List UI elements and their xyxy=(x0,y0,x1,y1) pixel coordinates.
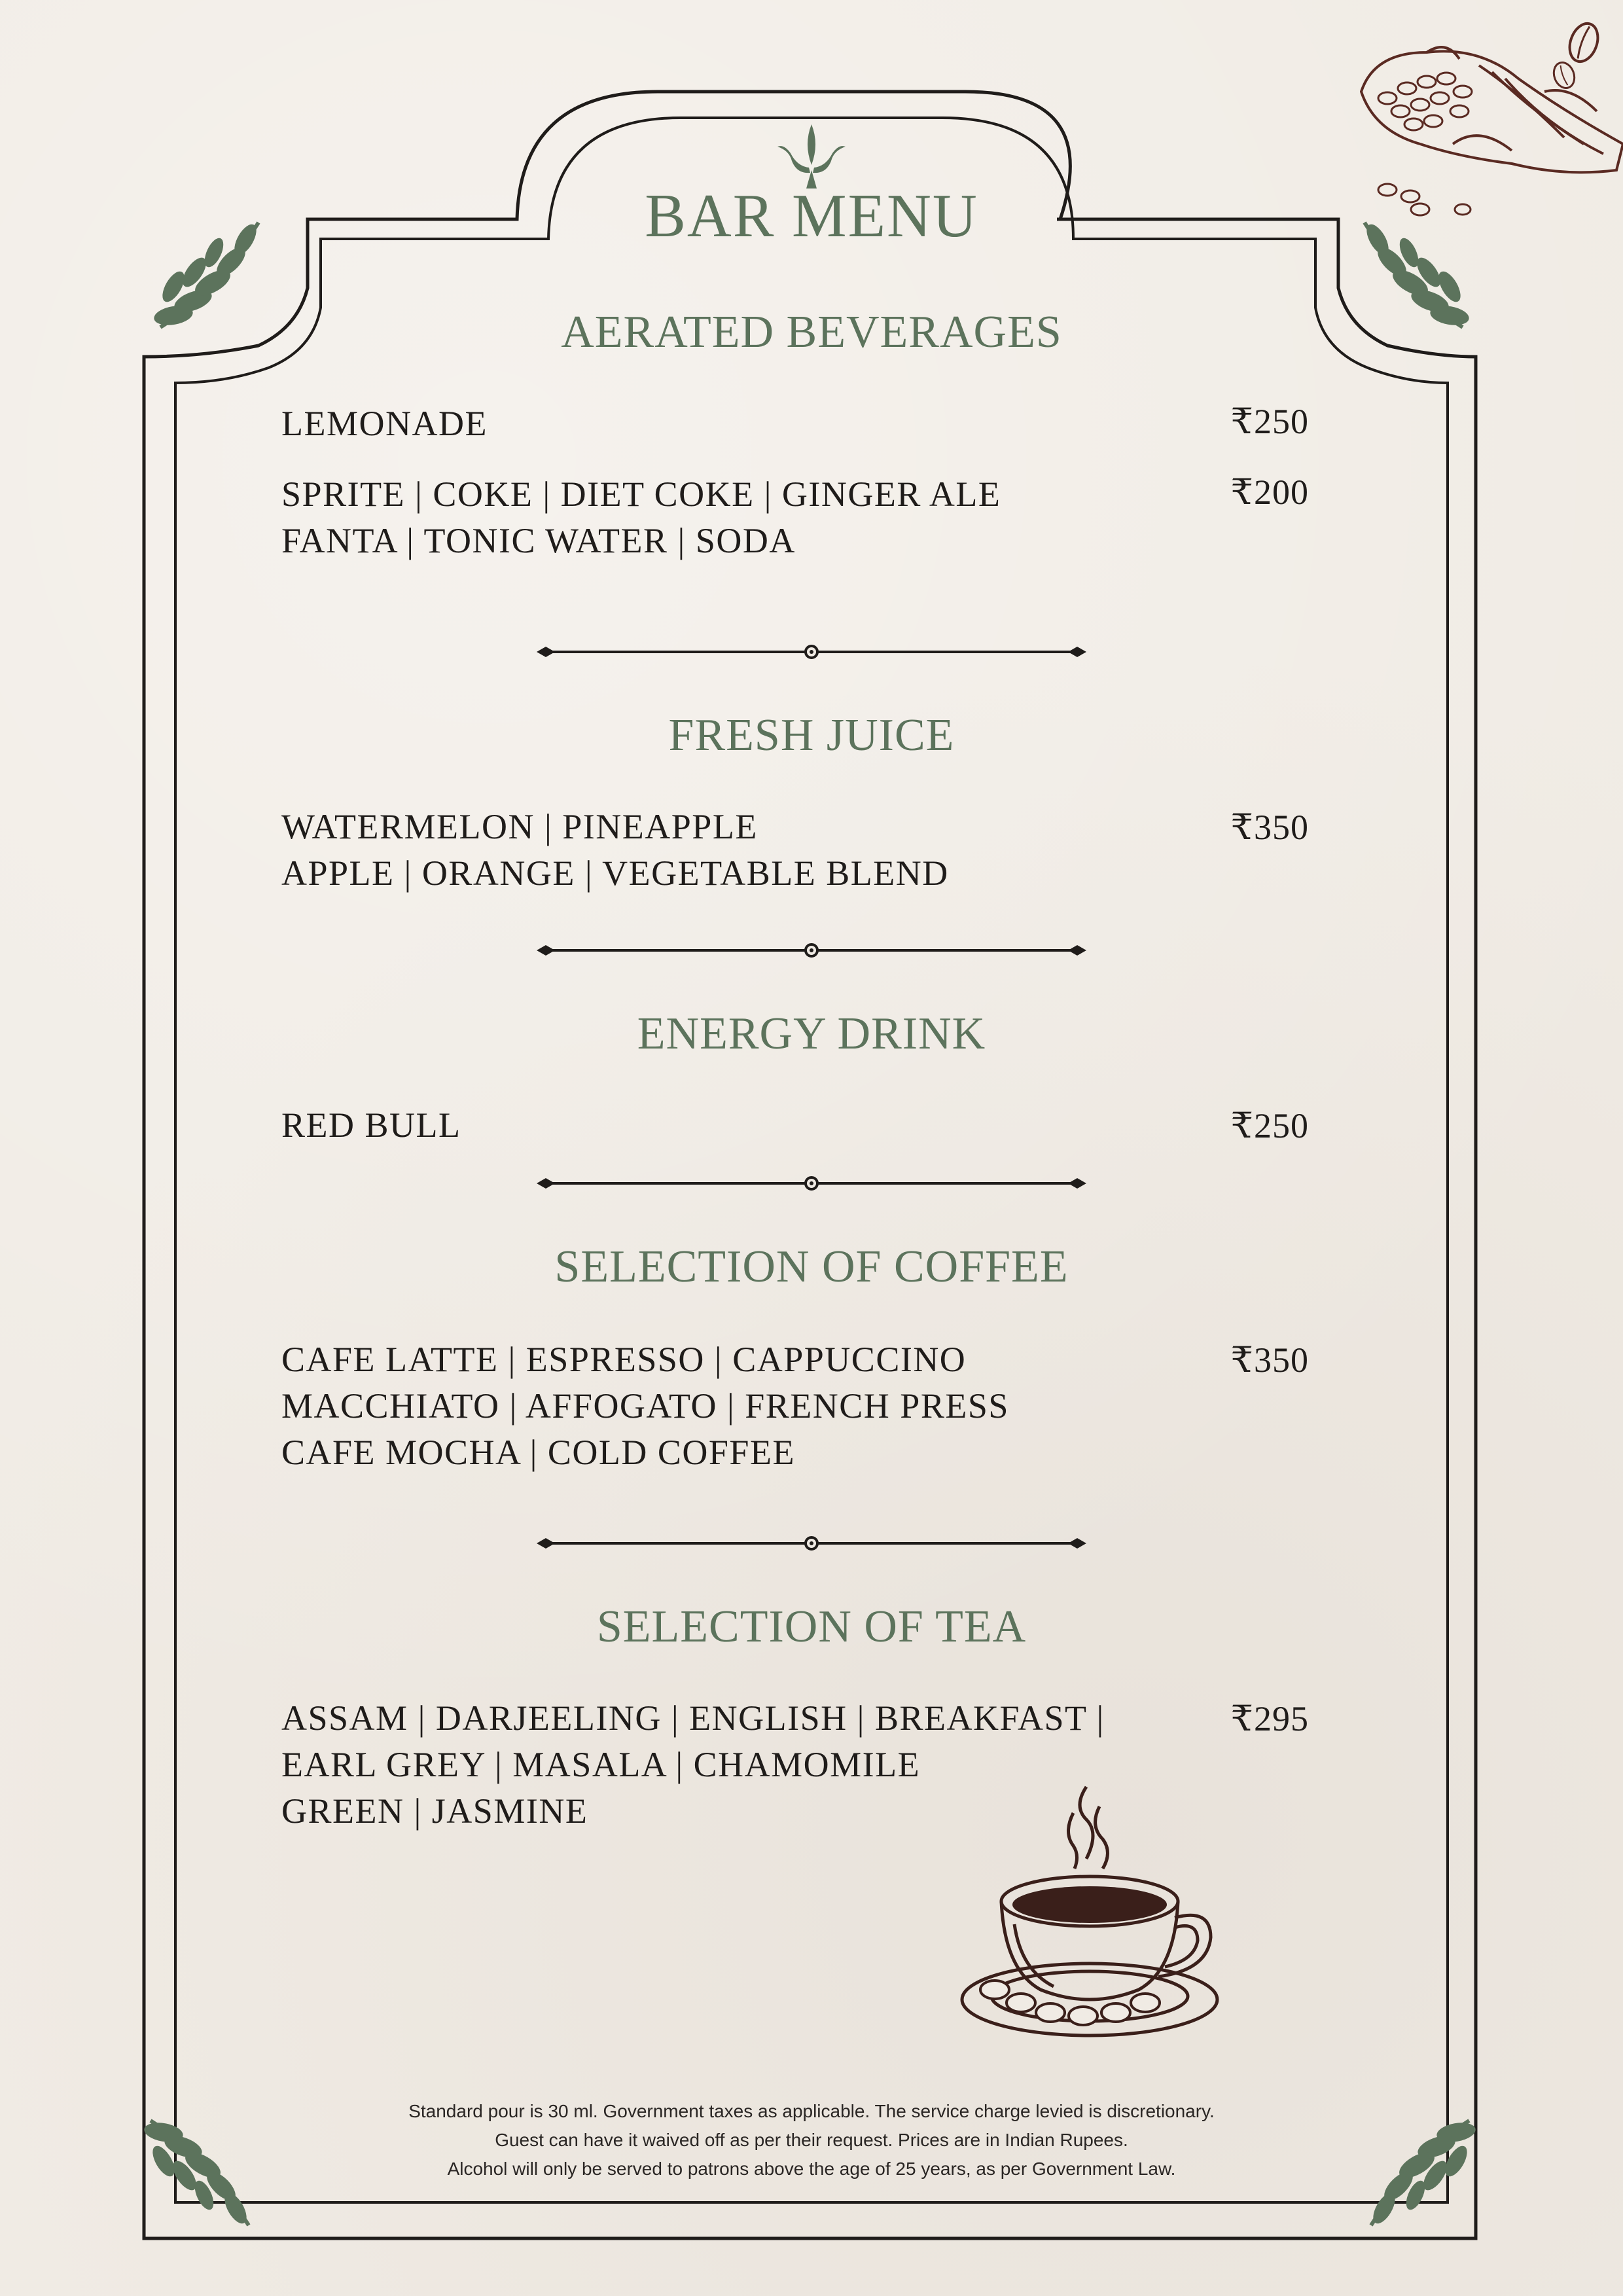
fleur-de-lis-icon xyxy=(777,124,846,190)
menu-item-name: RED BULL xyxy=(281,1105,461,1145)
menu-item-name: MACCHIATO | AFFOGATO | FRENCH PRESS xyxy=(281,1386,1009,1426)
menu-item xyxy=(281,1336,1263,1476)
menu-item-price: ₹350 xyxy=(1230,1340,1309,1380)
menu-item-name: EARL GREY | MASALA | CHAMOMILE xyxy=(281,1745,921,1784)
menu-item-price: ₹250 xyxy=(1230,1106,1309,1145)
section-heading-selection-of-tea: SELECTION OF TEA xyxy=(596,1602,1027,1652)
ornamental-divider-icon xyxy=(537,643,1086,661)
menu-item-name: LEMONADE xyxy=(281,404,488,443)
menu-item xyxy=(281,1102,1263,1149)
menu-title: BAR MENU xyxy=(645,182,978,250)
menu-item-price: ₹350 xyxy=(1230,808,1309,847)
menu-item-name: CAFE LATTE | ESPRESSO | CAPPUCCINO xyxy=(281,1340,967,1379)
footer-line: Alcohol will only be served to patrons above the age of 25 years, as per Government Law. xyxy=(447,2159,1176,2179)
menu-item-name: WATERMELON | PINEAPPLE xyxy=(281,807,758,846)
section-heading-aerated-beverages: AERATED BEVERAGES xyxy=(561,307,1062,357)
ornamental-divider-icon xyxy=(537,941,1086,960)
menu-item-name: GREEN | JASMINE xyxy=(281,1791,588,1831)
section-heading-selection-of-coffee: SELECTION OF COFFEE xyxy=(554,1242,1069,1292)
footer-line: Guest can have it waived off as per their request. Prices are in Indian Rupees. xyxy=(495,2130,1128,2150)
coffee-cup-icon xyxy=(949,1780,1230,2042)
ornamental-divider-icon xyxy=(537,1534,1086,1552)
footer-line: Standard pour is 30 ml. Government taxes as applicable. The service charge levied is discretionary. xyxy=(408,2101,1215,2121)
menu-item-price: ₹250 xyxy=(1230,402,1309,441)
ornamental-divider-icon xyxy=(537,1174,1086,1193)
footer-disclaimer xyxy=(0,2097,1623,2183)
menu-item-price: ₹200 xyxy=(1230,473,1309,512)
menu-item-name: APPLE | ORANGE | VEGETABLE BLEND xyxy=(281,853,949,893)
coffee-bean-sack-icon xyxy=(1348,13,1623,229)
menu-item-name: ASSAM | DARJEELING | ENGLISH | BREAKFAST | xyxy=(281,1698,1105,1738)
menu-item-name: FANTA | TONIC WATER | SODA xyxy=(281,521,796,560)
menu-item xyxy=(281,804,1263,897)
menu-item xyxy=(281,401,1263,447)
menu-item-name: CAFE MOCHA | COLD COFFEE xyxy=(281,1433,795,1472)
menu-item xyxy=(281,471,1263,564)
menu-item-price: ₹295 xyxy=(1230,1699,1309,1738)
section-heading-energy-drink: ENERGY DRINK xyxy=(637,1009,986,1059)
section-heading-fresh-juice: FRESH JUICE xyxy=(668,710,955,761)
menu-item-name: SPRITE | COKE | DIET COKE | GINGER ALE xyxy=(281,475,1001,514)
